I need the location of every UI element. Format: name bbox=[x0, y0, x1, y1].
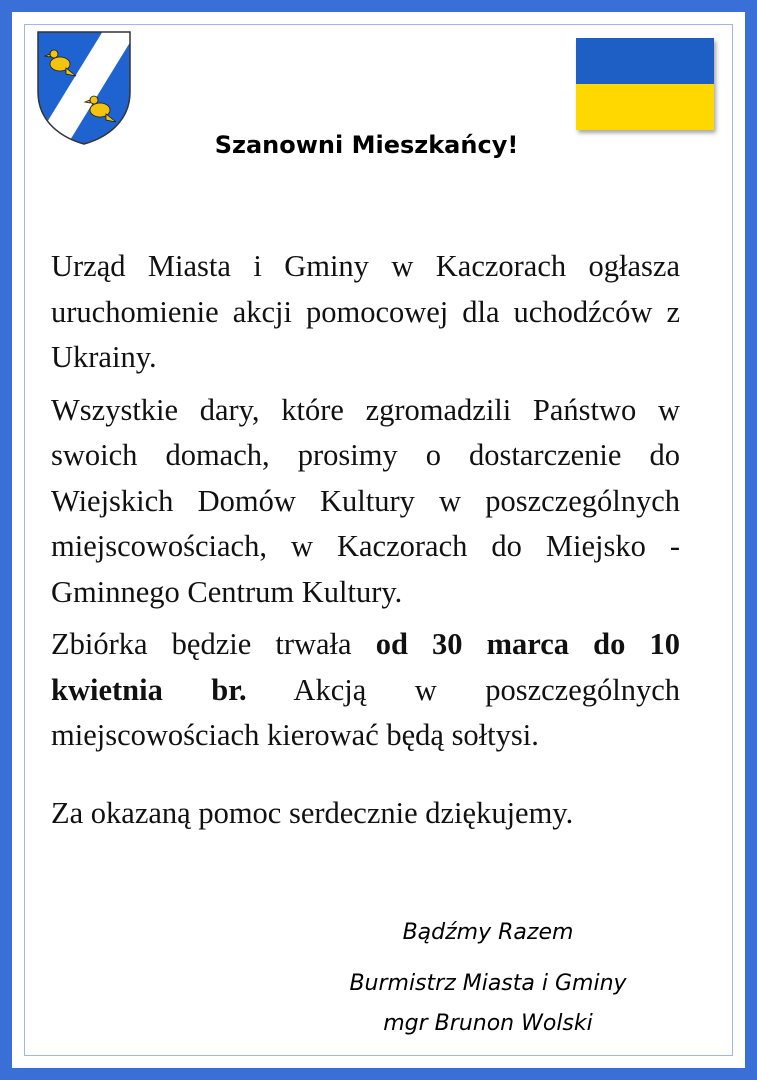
signature-role: Burmistrz Miasta i Gminy bbox=[349, 971, 627, 996]
flag-yellow-stripe bbox=[576, 84, 714, 130]
ukraine-flag-icon bbox=[576, 38, 714, 130]
dates-intro: Zbiórka będzie trwała bbox=[51, 627, 376, 661]
paragraph-dates bbox=[51, 622, 680, 759]
page-title: Szanowni Mieszkańcy! bbox=[214, 131, 519, 159]
coat-of-arms-ducks-icon bbox=[36, 30, 132, 146]
paragraph-thanks: Za okazaną pomoc serdecznie dziękujemy. bbox=[51, 795, 574, 830]
signature-slogan: Bądźmy Razem bbox=[402, 920, 574, 945]
paragraph-announcement: Urząd Miasta i Gminy w Kaczorach ogłasza uruchomienie akcji pomocowej dla uchodźców z Ukrainy. bbox=[51, 249, 680, 374]
signature-name: mgr Brunon Wolski bbox=[383, 1011, 593, 1036]
announcement-body bbox=[51, 244, 680, 836]
paragraph-donations: Wszystkie dary, które zgromadzili Państwo w swoich domach, prosimy o dostarczenie do Wiejskich Domów Kultury w poszczególnych miejscowościach, w Kaczorach do Miejsko - Gminnego Centrum Kultury. bbox=[51, 392, 680, 609]
dates-outro: Akcją w poszczególnych miejscowościach kierować będą sołtysi. bbox=[51, 672, 680, 752]
dates-range: od 30 marca do 10 kwietnia br. bbox=[51, 627, 680, 707]
flag-blue-stripe bbox=[576, 38, 714, 84]
